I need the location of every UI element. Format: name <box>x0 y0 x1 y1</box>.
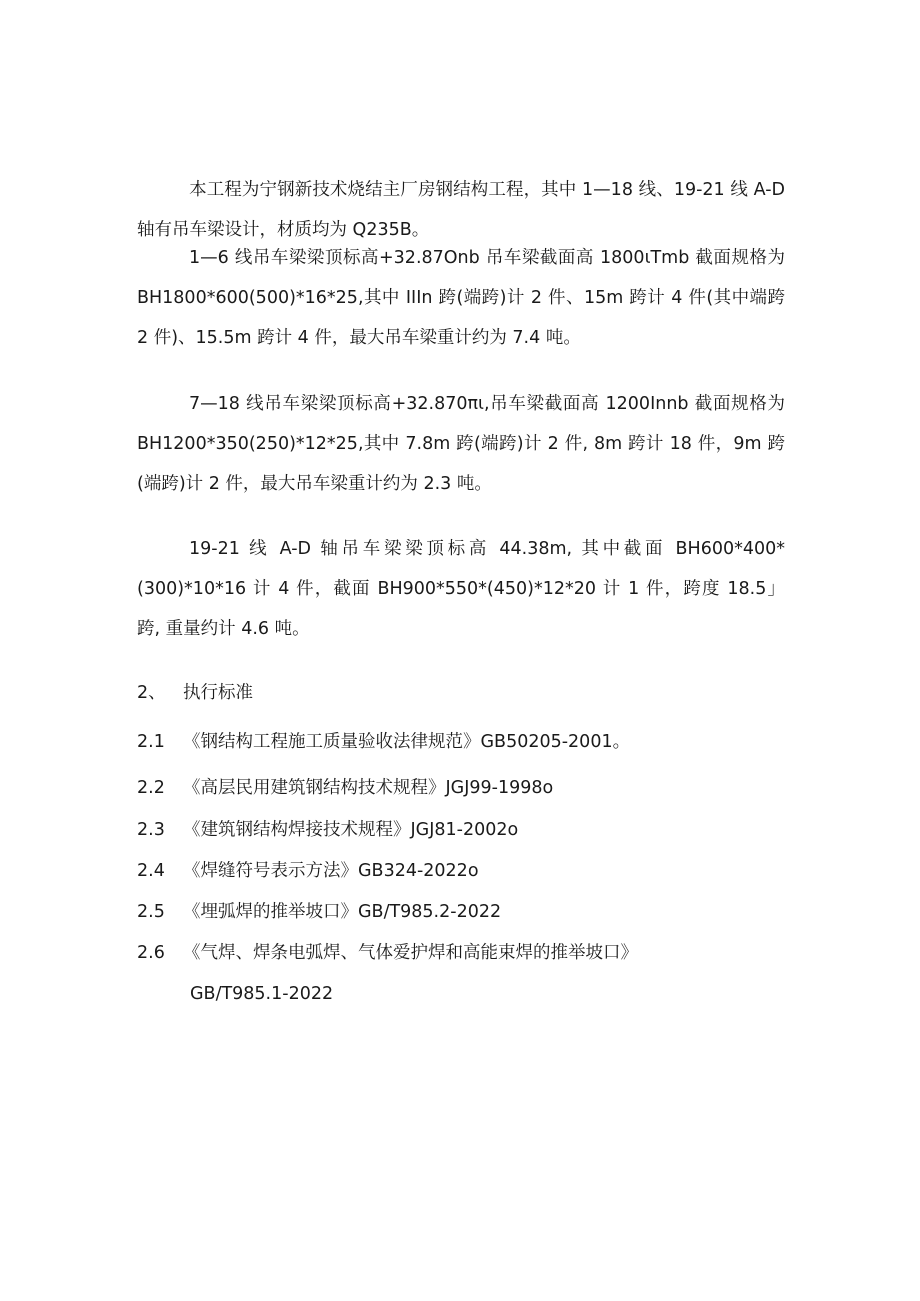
standard-number: 2.5 <box>137 902 165 922</box>
standard-text: 《钢结构工程施工质量验收法律规范》GB50205-2001。 <box>183 732 631 752</box>
standard-number: 2.4 <box>137 861 165 881</box>
standard-number: 2.2 <box>137 778 165 798</box>
standard-item <box>137 941 638 965</box>
paragraph-lines-19-21: 19-21 线 A-D 轴吊车梁梁顶标高 44.38m, 其中截面 BH600*400*(300)*10*16 计 4 件，截面 BH900*550*(450)*12*20 计 1 件，跨度 18.5」跨, 重量约计 4.6 吨。 <box>137 539 785 639</box>
paragraph-project-overview: 本工程为宁钢新技术烧结主厂房钢结构工程，其中 1—18 线、19-21 线 A-D 轴有吊车梁设计，材质均为 Q235B。 <box>137 180 785 240</box>
standard-item <box>137 900 501 924</box>
standard-continuation: GB/T985.1-2022 <box>190 984 334 1004</box>
standard-item <box>137 776 553 800</box>
standard-text: 《埋弧焊的推举坡口》GB/T985.2-2022 <box>183 902 502 922</box>
paragraph-lines-7-18: 7—18 线吊车梁梁顶标高+32.870πι,吊车梁截面高 1200Innb 截面规格为 BH1200*350(250)*12*25,其中 7.8m 跨(端跨)计 2 件, 8m 跨计 18 件，9m 跨(端跨)计 2 件，最大吊车梁重计约为 2.3 吨。 <box>137 394 785 494</box>
standard-number: 2.1 <box>137 732 165 752</box>
standard-number: 2.3 <box>137 820 165 840</box>
standard-item <box>137 818 518 842</box>
standard-item <box>137 859 479 883</box>
standard-number: 2.6 <box>137 943 165 963</box>
paragraph-lines-1-6: 1—6 线吊车梁梁顶标高+32.87Onb 吊车梁截面高 1800ιTmb 截面规格为 BH1800*600(500)*16*25,其中 IIIn 跨(端跨)计 2 件、15m 跨计 4 件(其中端跨 2 件)、15.5m 跨计 4 件，最大吊车梁重计约为 7.4 吨。 <box>137 248 785 348</box>
section-heading <box>137 681 253 705</box>
standard-item <box>137 730 630 754</box>
standard-text: 《高层民用建筑钢结构技术规程》JGJ99-1998o <box>183 778 554 798</box>
section-title: 执行标准 <box>183 683 253 703</box>
standard-text: 《建筑钢结构焊接技术规程》JGJ81-2002o <box>183 820 519 840</box>
standard-text: 《气焊、焊条电弧焊、气体爱护焊和高能束焊的推举坡口》 <box>183 943 638 963</box>
standard-text: 《焊缝符号表示方法》GB324-2022o <box>183 861 479 881</box>
section-number: 2、 <box>137 683 166 703</box>
